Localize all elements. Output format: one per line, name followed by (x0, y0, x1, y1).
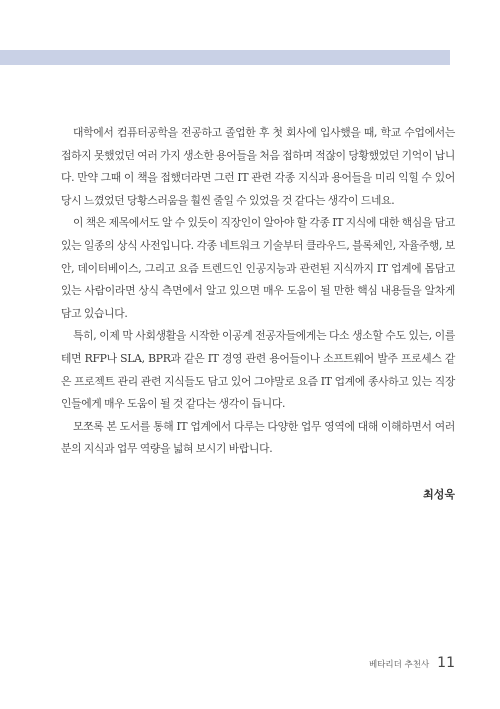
paragraph-2: 이 책은 제목에서도 알 수 있듯이 직장인이 알아야 할 각종 IT 지식에 대한 핵심을 담고 있는 일종의 상식 사전입니다. 각종 네트워크 기술부터 클라우드, 블록체인, 자율주행, 보안, 데이터베이스, 그리고 요즘 트렌드인 인공지능과 관련된 지식까지 IT 업계에 몸담고 있는 사람이라면 상식 측면에서 알고 있으면 매우 도움이 될 만한 핵심 내용들을 알차게 담고 있습니다. (61, 216, 455, 320)
page-footer (369, 655, 455, 671)
author-signature: 최성욱 (423, 488, 455, 501)
paragraph-4: 모쪼록 본 도서를 통해 IT 업계에서 다루는 다양한 업무 영역에 대해 이해하면서 여러분의 지식과 업무 역량을 넓혀 보시기 바랍니다. (61, 419, 455, 456)
paragraph-1: 대학에서 컴퓨터공학을 전공하고 졸업한 후 첫 회사에 입사했을 때, 학교 수업에서는 접하지 못했었던 여러 가지 생소한 용어들을 처음 접하며 적잖이 당황했었던 기억이 납니다. 만약 그때 이 책을 접했더라면 그런 IT 관련 각종 지식과 용어들을 미리 익힐 수 있어 당시 느꼈었던 당황스러움을 훨씬 줄일 수 있었을 것 같다는 생각이 드네요. (61, 126, 455, 207)
running-title: 베타리더 추천사 (368, 660, 430, 670)
recommendation-body (61, 122, 455, 461)
header-color-band (0, 50, 450, 65)
paragraph-3: 특히, 이제 막 사회생활을 시작한 이공계 전공자들에게는 다소 생소할 수도 있는, 이를테면 RFP나 SLA, BPR과 같은 IT 경영 관련 용어들이나 소프트웨어 발주 프로세스 같은 프로젝트 관리 관련 지식들도 담고 있어 그야말로 요즘 IT 업계에 종사하고 있는 직장인들에게 매우 도움이 될 것 같다는 생각이 듭니다. (61, 329, 455, 411)
page-number: 11 (437, 655, 455, 671)
